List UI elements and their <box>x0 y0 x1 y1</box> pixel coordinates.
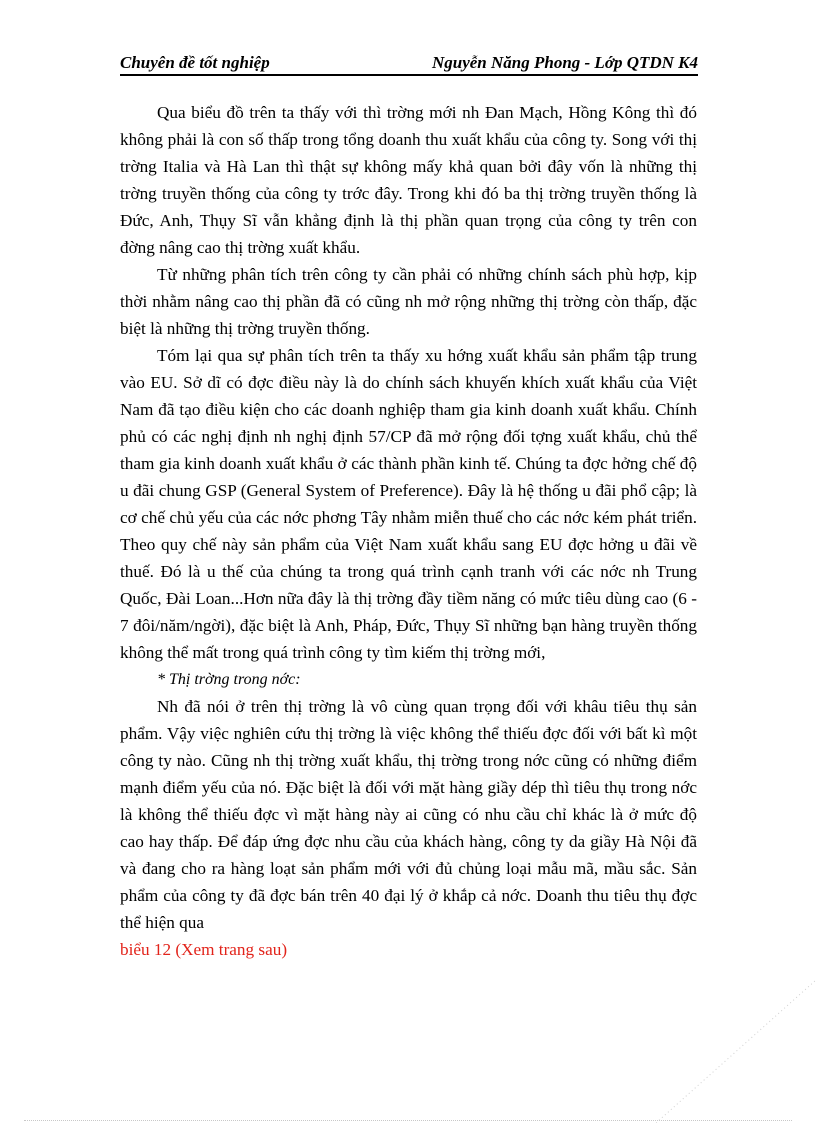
paragraph-3: Tóm lại qua sự phân tích trên ta thấy xu hớng xuất khẩu sản phẩm tập trung vào EU. Sở dĩ có đợc điều này là do chính sách khuyến khích xuất khẩu của Việt Nam đã tạo điều kiện cho các doanh nghiệp tham gia kinh doanh xuất khẩu. Chính phủ có các nghị định nh nghị định 57/CP đã mở rộng đối tợng xuất khẩu, chủ thể tham gia kinh doanh xuất khẩu ở các thành phần kinh tế. Chúng ta đợc hởng chế độ u đãi chung GSP (General System of Preference). Đây là hệ thống u đãi phổ cập; là cơ chế chủ yếu của các nớc phơng Tây nhằm miễn thuế cho các nớc kém phát triển. Theo quy chế này sản phẩm của Việt Nam xuất khẩu sang EU đợc hởng u đãi về thuế. Đó là u thế của chúng ta trong quá trình cạnh tranh với các nớc nh Trung Quốc, Đài Loan...Hơn nữa đây là thị trờng đầy tiềm năng có mức tiêu dùng cao (6 - 7 đôi/năm/ngời), đặc biệt là Anh, Pháp, Đức, Thụy Sĩ những bạn hàng truyền thống không thể mất trong quá trình công ty tìm kiếm thị trờng mới, <box>120 346 697 662</box>
paragraph-link-line <box>120 936 697 963</box>
page-corner-decoration <box>656 980 816 1123</box>
paragraph-1: Qua biểu đồ trên ta thấy với thì trờng mới nh Đan Mạch, Hồng Kông thì đó không phải là con số thấp trong tổng doanh thu xuất khẩu của công ty. Song với thị trờng Italia và Hà Lan thì thật sự không mấy khả quan bởi đây vốn là những thị trờng truyền thống của công ty trớc đây. Trong khi đó ba thị trờng truyền thống là Đức, Anh, Thụy Sĩ vẫn khẳng định là thị phần quan trọng của công ty trên con đờng nâng cao thị trờng xuất khẩu. <box>120 103 697 257</box>
section-subheading: * Thị trờng trong nớc: <box>157 671 301 688</box>
paragraph-2: Từ những phân tích trên công ty cần phải có những chính sách phù hợp, kịp thời nhằm nâng cao thị phần đã có cũng nh mở rộng những thị trờng còn thấp, đặc biệt là những thị trờng truyền thống. <box>120 265 697 338</box>
document-body <box>120 99 697 963</box>
paragraph-4: Nh đã nói ở trên thị trờng là vô cùng quan trọng đối với khâu tiêu thụ sản phẩm. Vậy việc nghiên cứu thị trờng là việc không thể thiếu đợc đối với bất kì một công ty nào. Cũng nh thị trờng xuất khẩu, thị trờng trong nớc cũng có những điểm mạnh điểm yếu của nó. Đặc biệt là đối với mặt hàng giầy dép thì tiêu thụ trong nớc là không thể thiếu đợc vì mặt hàng này ai cũng có nhu cầu chỉ khác là ở mức độ cao hay thấp. Để đáp ứng đợc nhu cầu của khách hàng, công ty da giầy Hà Nội đã và đang cho ra hàng loạt sản phẩm mới với đủ chủng loại mẫu mã, mầu sắc. Sản phẩm của công ty đã đợc bán trên 40 đại lý ở khắp cả nớc. Doanh thu tiêu thụ đợc thể hiện qua <box>120 697 697 932</box>
page-footer-rule <box>24 1120 792 1121</box>
header-author: Nguyễn Năng Phong - Lớp QTDN K4 <box>431 53 698 72</box>
header-title: Chuyên đề tốt nghiệp <box>120 53 270 72</box>
page-header <box>120 52 698 76</box>
chart-reference-link[interactable]: biểu 12 (Xem trang sau) <box>120 940 288 959</box>
